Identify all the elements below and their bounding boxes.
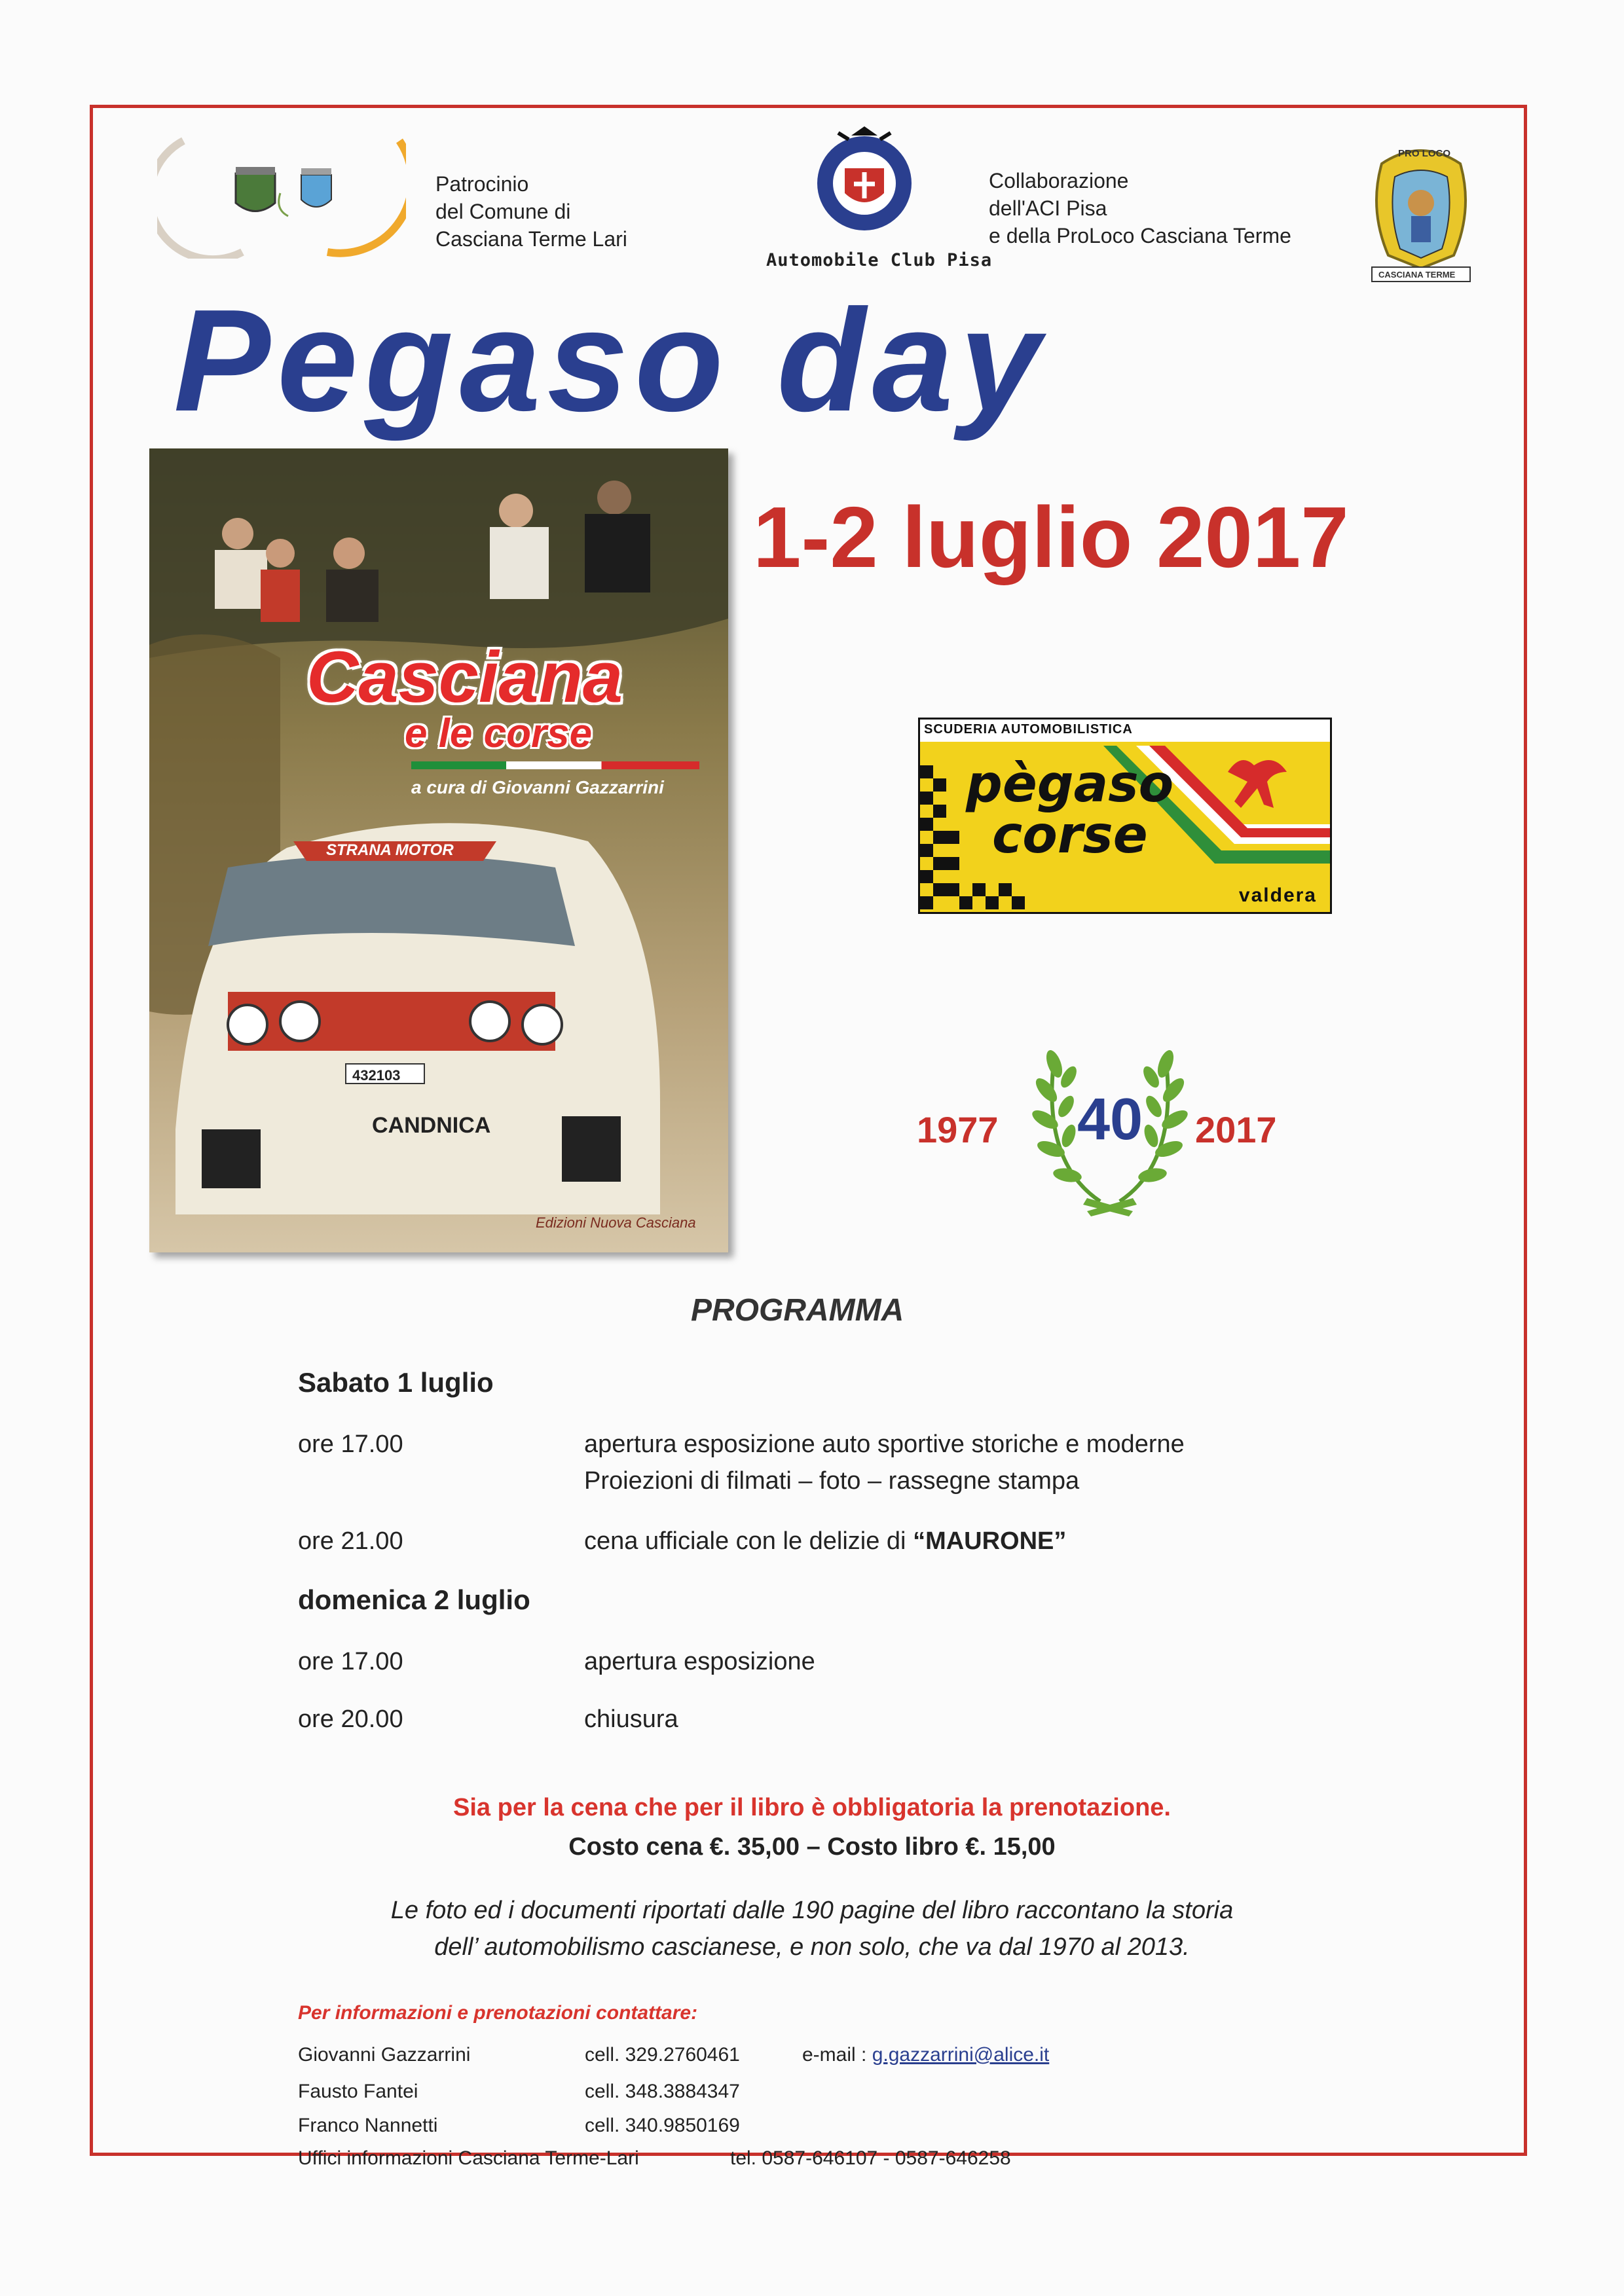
prenotazione-note: Sia per la cena che per il libro è obbligatoria la prenotazione. [453, 1794, 1171, 1821]
day-1-item-2-line-1: cena ufficiale con le delizie di [584, 1527, 906, 1555]
proloco-bottom-text: CASCIANA TERME [1378, 270, 1456, 280]
patrocinio-text [435, 170, 627, 253]
maurone-text: “MAURONE” [913, 1527, 1067, 1555]
book-description-line-2: dell’ automobilismo cascianese, e non solo, che va dal 1970 al 2013. [434, 1933, 1190, 1961]
email-link[interactable]: g.gazzarrini@alice.it [872, 2044, 1050, 2066]
uffici-tel: tel. 0587-646107 - 0587-646258 [730, 2147, 1011, 2169]
day-2-heading: domenica 2 luglio [298, 1584, 530, 1615]
scuderia-name-line-2: corse [992, 806, 1148, 865]
scuderia-name [966, 755, 1174, 865]
scuderia-place: valdera [1238, 884, 1317, 906]
scuderia-pegaso-corse-logo [918, 718, 1332, 914]
proloco-logo [1365, 137, 1477, 285]
collaborazione-line-2: dell'ACI Pisa [989, 196, 1107, 220]
cost-line: Costo cena €. 35,00 – Costo libro €. 15,00 [568, 1833, 1056, 1861]
book-publisher: Edizioni Nuova Casciana [536, 1214, 696, 1231]
collaborazione-line-1: Collaborazione [989, 169, 1129, 192]
day-2-item-1-time: ore 17.00 [298, 1648, 403, 1675]
contact-2-phone: cell. 348.3884347 [585, 2081, 740, 2102]
event-date: 1-2 luglio 2017 [753, 489, 1349, 585]
collaborazione-line-3: e della ProLoco Casciana Terme [989, 224, 1291, 247]
day-1-item-2-desc [584, 1523, 1066, 1559]
book-title: Casciana [306, 637, 623, 718]
programma-heading: PROGRAMMA [691, 1293, 904, 1328]
event-title: Pegaso day [174, 280, 1047, 442]
book-description-line-1: Le foto ed i documenti riportati dalle 190 pagine del libro raccontano la storia [390, 1897, 1234, 1924]
anniversary-start-year: 1977 [917, 1109, 999, 1150]
day-2-item-2-time: ore 20.00 [298, 1705, 403, 1733]
proloco-top-text: PRO LOCO [1398, 148, 1451, 159]
day-2-item-1-desc: apertura esposizione [584, 1648, 815, 1675]
car-plate-text: 432103 [352, 1067, 401, 1084]
anniversary-number: 40 [1077, 1087, 1143, 1152]
email-row [802, 2045, 1049, 2065]
book-cover-image [149, 448, 728, 1252]
book-subtitle: e le corse [405, 711, 593, 756]
contacts-heading: Per informazioni e prenotazioni contattare: [298, 2002, 698, 2024]
car-banner-text: STRANA MOTOR [326, 841, 454, 859]
contact-3-phone: cell. 340.9850169 [585, 2115, 740, 2136]
laurel-wreath-icon [1028, 1038, 1192, 1218]
book-author: a cura di Giovanni Gazzarrini [411, 777, 664, 797]
uffici-info: Uffici informazioni Casciana Terme-Lari [298, 2147, 639, 2169]
aci-label: Automobile Club Pisa [766, 250, 993, 270]
car-sponsor-text: CANDNICA [372, 1113, 491, 1138]
day-1-item-1-line-1: apertura esposizione auto sportive storiche e moderne [584, 1430, 1185, 1458]
day-1-heading: Sabato 1 luglio [298, 1367, 494, 1398]
patrocinio-line-2: del Comune di [435, 200, 571, 223]
anniversary-end-year: 2017 [1195, 1109, 1277, 1150]
contact-1-phone: cell. 329.2760461 [585, 2044, 740, 2066]
patrocinio-line-3: Casciana Terme Lari [435, 227, 627, 251]
book-description [0, 1892, 1624, 1965]
day-1-item-1-time: ore 17.00 [298, 1430, 403, 1458]
aci-pisa-logo [799, 121, 930, 236]
contact-3-name: Franco Nannetti [298, 2115, 438, 2136]
day-1-item-1-line-2: Proiezioni di filmati – foto – rassegne stampa [584, 1467, 1080, 1495]
scuderia-name-line-1: pègaso [966, 755, 1174, 814]
contact-2-name: Fausto Fantei [298, 2081, 418, 2102]
collaborazione-text [989, 167, 1291, 249]
patrocinio-line-1: Patrocinio [435, 172, 529, 196]
comune-logo [157, 134, 406, 259]
day-1-item-2-time: ore 21.00 [298, 1527, 403, 1555]
book-flag-stripe [411, 761, 699, 769]
day-1-item-1-desc [584, 1426, 1185, 1499]
day-2-item-2-desc: chiusura [584, 1705, 678, 1733]
email-label: e-mail : [802, 2044, 867, 2066]
contact-1-name: Giovanni Gazzarrini [298, 2044, 471, 2066]
scuderia-top-text: SCUDERIA AUTOMOBILISTICA [920, 720, 1330, 742]
